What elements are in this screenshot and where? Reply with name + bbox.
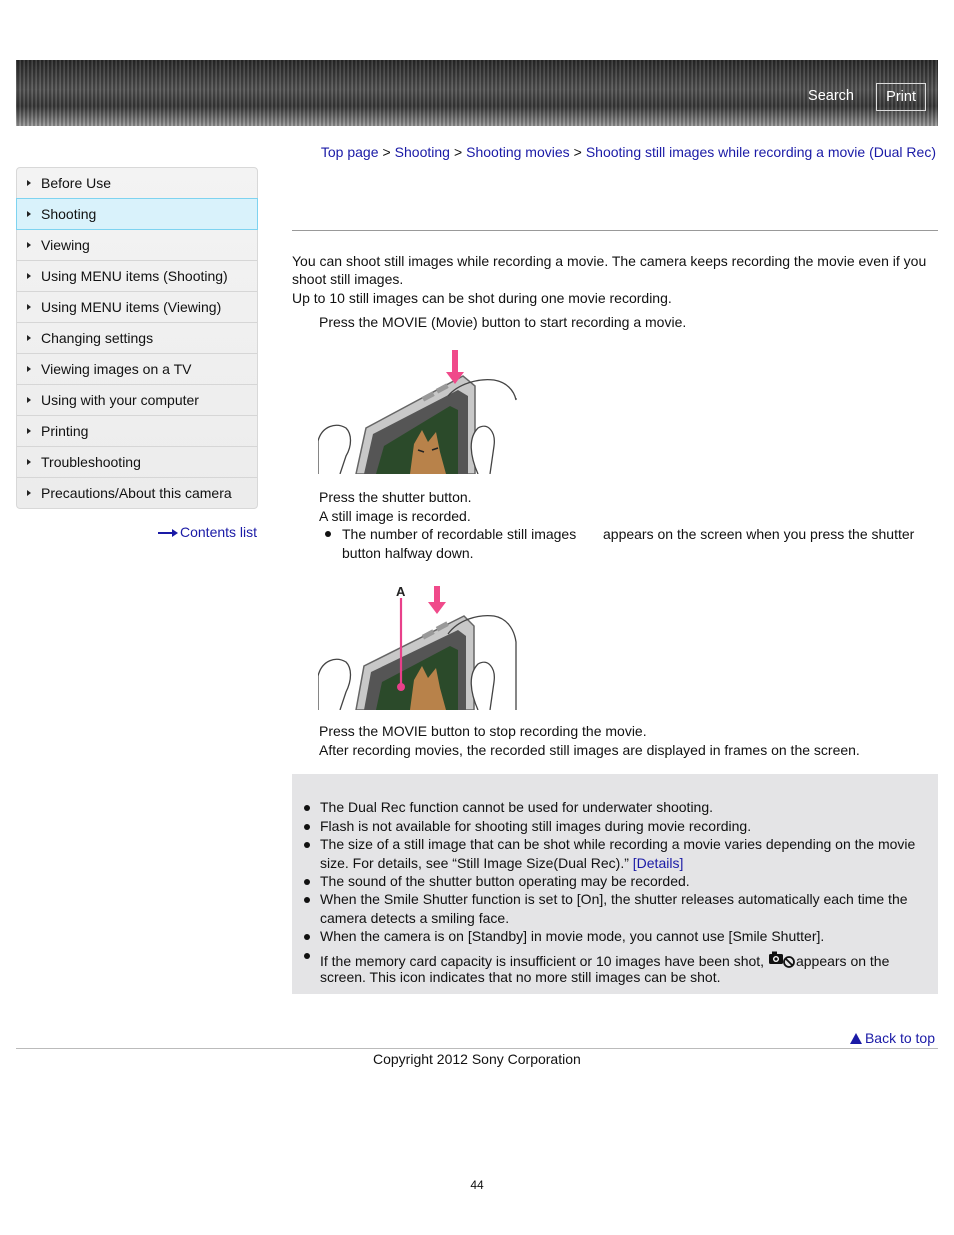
arrow-right-icon [27,459,31,465]
breadcrumb-separator: > [453,144,463,160]
page-number: 44 [470,1178,484,1192]
step-2-bullet-part2: appears on the screen when you press the shutter [603,526,915,542]
arrow-right-icon [27,273,31,279]
illustration-label-a: A [396,584,406,599]
breadcrumb [321,144,936,160]
sidebar-item-precautions[interactable] [17,478,257,508]
footer-divider [16,1048,938,1049]
intro-text-line: shoot still images. [292,271,404,287]
note-item: When the Smile Shutter function is set to [On], the shutter releases automatically each time the [320,891,908,907]
arrow-right-icon [27,366,31,372]
sidebar-item-label: Using MENU items (Viewing) [41,299,222,315]
arrow-right-icon [27,490,31,496]
no-camera-icon [768,949,796,969]
sidebar-item-label: Using MENU items (Shooting) [41,268,228,284]
note-item: The size of a still image that can be shot while recording a movie varies depending on the movie [320,836,916,852]
note-text: appears on the [795,953,890,969]
copyright-text: Copyright 2012 Sony Corporation [373,1051,581,1067]
note-item: Flash is not available for shooting still images during movie recording. [320,818,752,834]
sidebar-item-shooting[interactable] [16,198,258,230]
breadcrumb-top-page[interactable]: Top page [320,144,379,160]
step-1-text: Press the MOVIE (Movie) button to start recording a movie. [319,314,687,330]
bullet-icon [304,805,310,811]
note-item-continued [320,854,683,873]
note-item-continued: screen. This icon indicates that no more still images can be shot. [320,969,721,985]
header-bar [16,60,938,126]
bullet-icon [304,842,310,848]
sidebar-item-menu-viewing[interactable] [17,292,257,323]
breadcrumb-separator: > [382,144,391,160]
note-text: If the memory card capacity is insufficient or 10 images have been shot, [320,953,765,969]
step-2-subtext: A still image is recorded. [319,508,471,524]
bullet-icon [304,934,310,940]
sidebar-item-menu-shooting[interactable] [17,261,257,292]
sidebar-item-label: Before Use [41,175,112,191]
arrow-right-icon [158,528,178,538]
sidebar-item-label: Printing [41,423,89,439]
arrow-right-icon [27,242,31,248]
details-link[interactable]: [Details] [632,855,684,871]
camera-illustration-shutter [318,580,518,710]
bullet-icon [304,897,310,903]
breadcrumb-shooting-movies[interactable]: Shooting movies [466,144,570,160]
bullet-icon [304,953,310,959]
step-2-bullet-line2: button halfway down. [342,545,474,561]
bullet-icon [304,824,310,830]
search-link[interactable]: Search [808,88,854,104]
sidebar-item-label: Viewing images on a TV [41,361,192,377]
note-item: The sound of the shutter button operating may be recorded. [320,873,690,889]
sidebar-item-printing[interactable] [17,416,257,447]
note-item: The Dual Rec function cannot be used for underwater shooting. [320,799,714,815]
breadcrumb-separator: > [573,144,582,160]
arrow-right-icon [27,428,31,434]
contents-list-link[interactable] [158,524,257,540]
step-2-bullet-part1: The number of recordable still images [342,526,577,542]
breadcrumb-current-page[interactable]: Shooting still images while recording a movie (Dual Rec) [585,144,936,160]
back-to-top-link[interactable] [850,1030,935,1046]
sidebar-item-viewing-on-tv[interactable] [17,354,257,385]
print-button[interactable]: Print [876,83,926,111]
note-item: When the camera is on [Standby] in movie mode, you cannot use [Smile Shutter]. [320,928,825,944]
arrow-right-icon [27,397,31,403]
arrow-right-icon [27,180,31,186]
arrow-right-icon [27,335,31,341]
sidebar-item-before-use[interactable] [17,168,257,199]
sidebar-item-label: Precautions/About this camera [41,485,232,501]
step-2-text: Press the shutter button. [319,489,472,505]
arrow-right-icon [27,211,31,217]
title-divider [292,230,938,231]
step-3-subtext: After recording movies, the recorded still images are displayed in frames on the screen. [319,742,860,758]
sidebar-item-troubleshooting[interactable] [17,447,257,478]
camera-illustration-start [318,346,518,474]
intro-text-line: Up to 10 still images can be shot during one movie recording. [292,290,672,306]
triangle-up-icon [850,1033,862,1044]
arrow-right-icon [27,304,31,310]
bullet-icon [325,531,331,537]
breadcrumb-shooting[interactable]: Shooting [394,144,450,160]
bullet-icon [304,879,310,885]
notes-box [292,774,938,994]
sidebar-item-label: Shooting [41,206,97,222]
back-to-top-label: Back to top [864,1030,935,1046]
sidebar-nav [16,167,258,509]
note-item-continued: camera detects a smiling face. [320,910,510,926]
step-3-text: Press the MOVIE button to stop recording the movie. [319,723,647,739]
sidebar-item-label: Changing settings [41,330,154,346]
intro-text-line: You can shoot still images while recording a movie. The camera keeps recording the movie even if you [292,253,927,269]
sidebar-item-label: Troubleshooting [41,454,141,470]
sidebar-item-label: Using with your computer [41,392,199,408]
sidebar-item-changing-settings[interactable] [17,323,257,354]
contents-list-label: Contents list [180,524,258,540]
sidebar-item-viewing[interactable] [17,230,257,261]
sidebar-item-label: Viewing [41,237,90,253]
sidebar-item-computer[interactable] [17,385,257,416]
note-text: size. For details, see “Still Image Size(Dual Rec).” [320,855,629,871]
